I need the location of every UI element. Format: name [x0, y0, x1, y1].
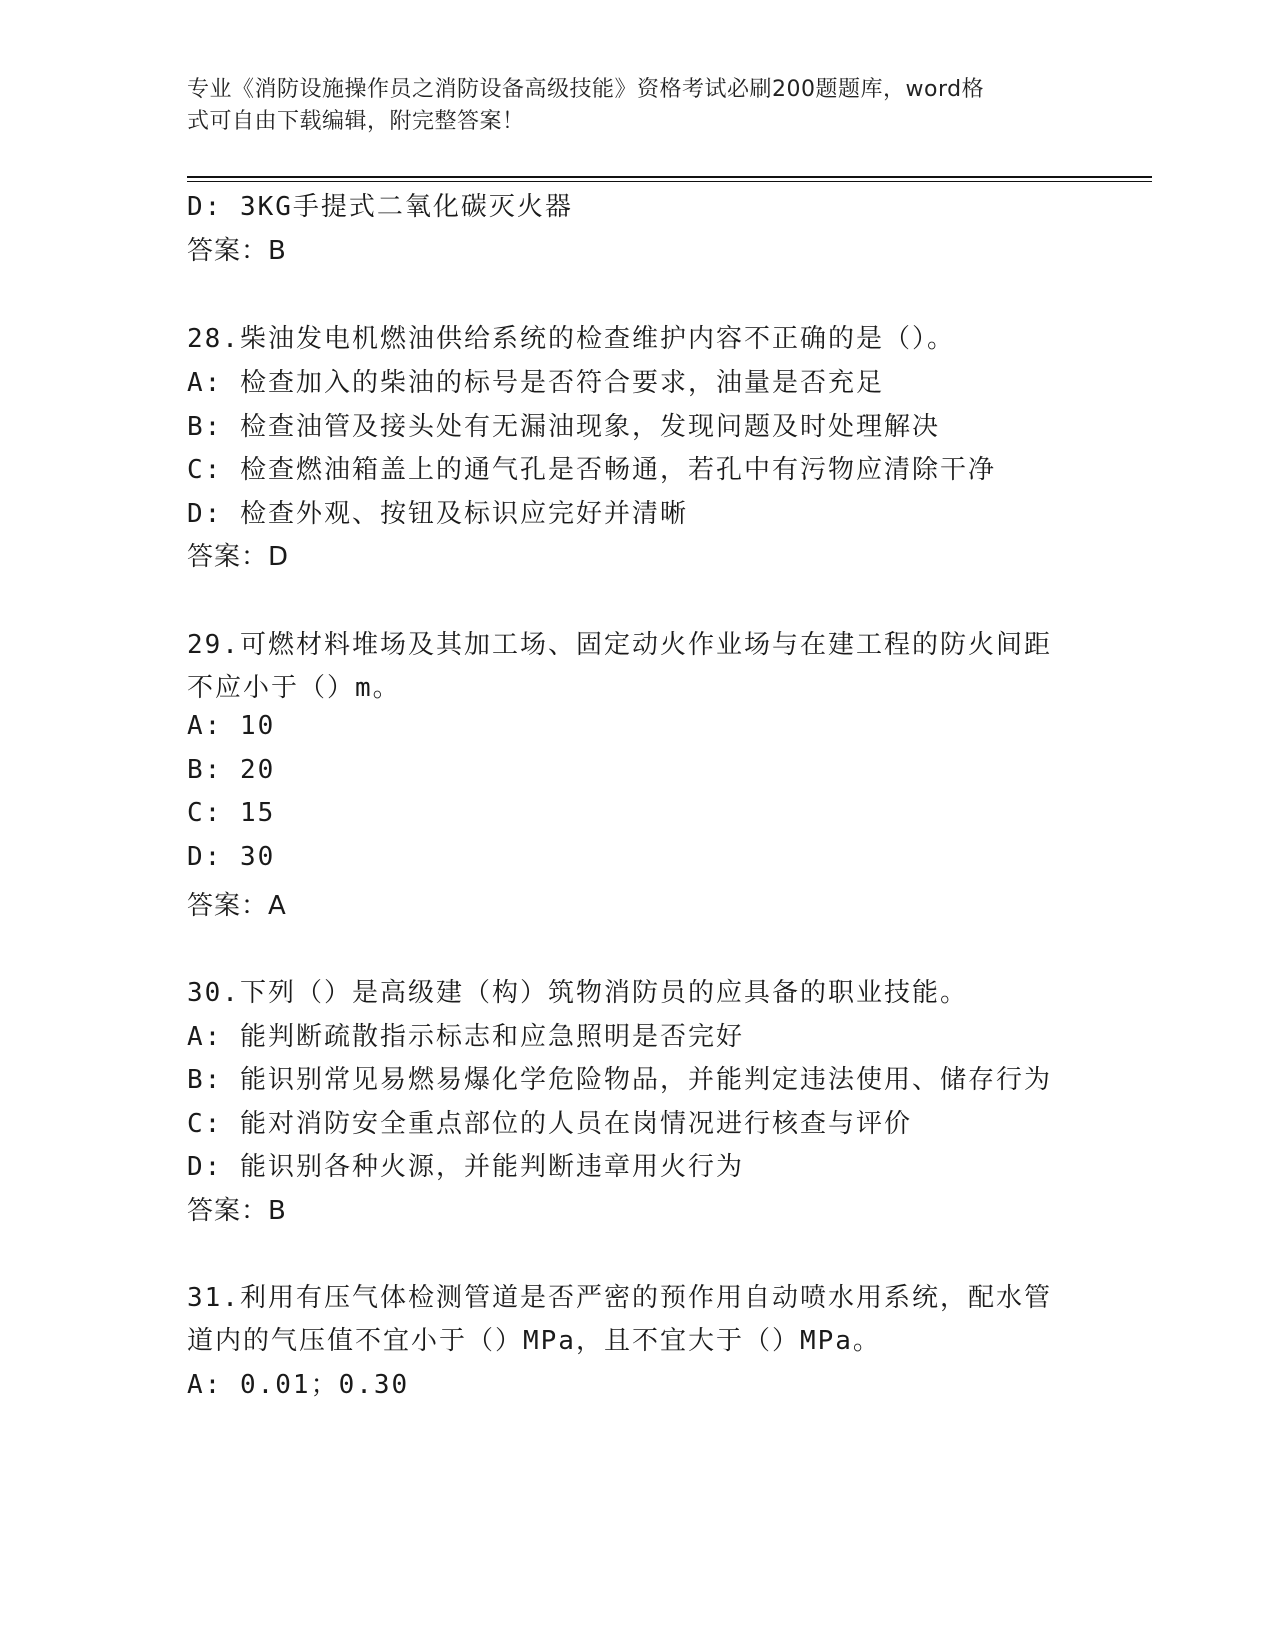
- q28-option-b: B: 检查油管及接头处有无漏油现象，发现问题及时处理解决: [187, 412, 940, 442]
- header-divider-thick: [187, 176, 1152, 178]
- header-line-2: 式可自由下载编辑，附完整答案！: [187, 109, 525, 134]
- q29-option-c: C: 15: [187, 798, 276, 828]
- q28-option-d: D: 检查外观、按钮及标识应完好并清晰: [187, 499, 688, 529]
- prev-option-d: D: 3KG手提式二氧化碳灭火器: [187, 192, 573, 222]
- q29-option-a: A: 10: [187, 711, 276, 741]
- q30-answer: 答案：B: [187, 1196, 287, 1226]
- q30-option-b: B: 能识别常见易燃易爆化学危险物品，并能判定违法使用、储存行为: [187, 1065, 1052, 1095]
- header-divider-thin: [187, 181, 1152, 182]
- q29-option-b: B: 20: [187, 755, 276, 785]
- prev-answer: 答案：B: [187, 236, 287, 266]
- q31-stem-line-2: 道内的气压值不宜小于（）MPa，且不宜大于（）MPa。: [187, 1326, 881, 1356]
- q30-option-d: D: 能识别各种火源，并能判断违章用火行为: [187, 1152, 744, 1182]
- q29-stem-line-1: 29.可燃材料堆场及其加工场、固定动火作业场与在建工程的防火间距: [187, 630, 1052, 660]
- q29-answer: 答案：A: [187, 891, 287, 921]
- q30-option-a: A: 能判断疏散指示标志和应急照明是否完好: [187, 1022, 744, 1052]
- q29-option-d: D: 30: [187, 842, 276, 872]
- header-line-1: 专业《消防设施操作员之消防设备高级技能》资格考试必刷200题题库，word格: [187, 77, 985, 102]
- q29-stem-line-2: 不应小于（）m。: [187, 673, 401, 703]
- q28-option-c: C: 检查燃油箱盖上的通气孔是否畅通，若孔中有污物应清除干净: [187, 455, 996, 485]
- q28-stem: 28.柴油发电机燃油供给系统的检查维护内容不正确的是（）。: [187, 324, 955, 354]
- q28-answer: 答案：D: [187, 542, 290, 572]
- q28-option-a: A: 检查加入的柴油的标号是否符合要求，油量是否充足: [187, 368, 884, 398]
- q30-option-c: C: 能对消防安全重点部位的人员在岗情况进行核查与评价: [187, 1109, 912, 1139]
- q30-stem: 30.下列（）是高级建（构）筑物消防员的应具备的职业技能。: [187, 978, 968, 1008]
- document-header: [187, 74, 1067, 138]
- q31-stem-line-1: 31.利用有压气体检测管道是否严密的预作用自动喷水用系统，配水管: [187, 1283, 1052, 1313]
- q31-option-a: A: 0.01；0.30: [187, 1370, 410, 1400]
